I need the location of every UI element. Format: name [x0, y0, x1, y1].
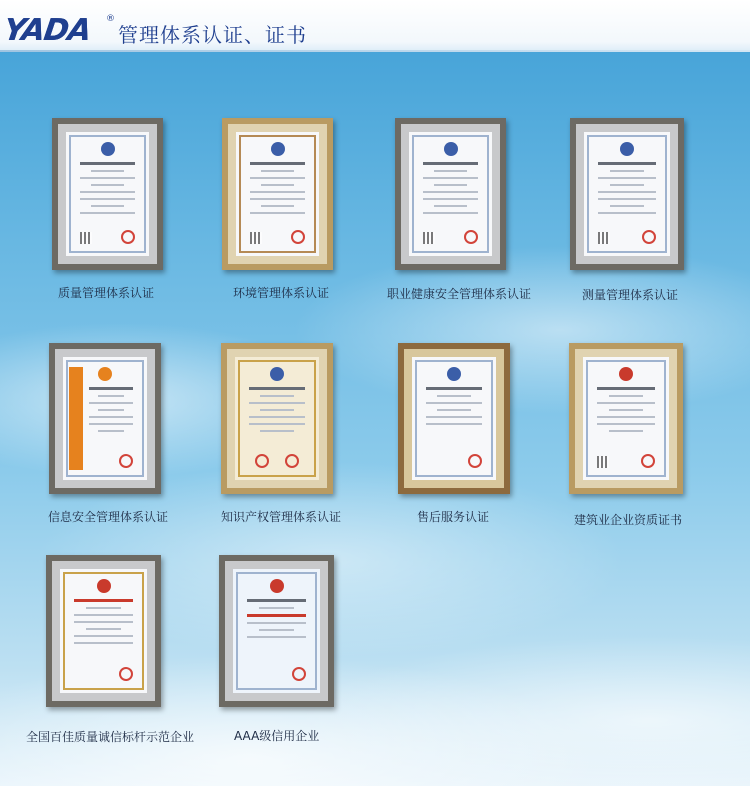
certificate-frame: [52, 118, 163, 270]
certificate-caption: 售后服务认证: [417, 510, 490, 524]
certificate-caption: 质量管理体系认证: [58, 286, 155, 300]
certificate-frame: [222, 118, 333, 270]
certificate-frame: [219, 555, 334, 707]
certificate-caption: 建筑业企业资质证书: [574, 513, 683, 527]
certificate-frame: [46, 555, 161, 707]
page-header: [0, 0, 750, 52]
certificate-frame: [398, 343, 510, 494]
certificate-frame: [569, 343, 683, 494]
certificate-caption: 信息安全管理体系认证: [48, 510, 169, 524]
certificate-frame: [221, 343, 333, 494]
certificate-caption: AAA级信用企业: [234, 729, 320, 743]
certificate-caption: 测量管理体系认证: [582, 288, 679, 302]
certificate-caption: 环境管理体系认证: [233, 286, 330, 300]
certificate-caption: 全国百佳质量诚信标杆示范企业: [26, 730, 195, 744]
certificate-caption: 职业健康安全管理体系认证: [387, 287, 532, 301]
certificate-frame: [49, 343, 161, 494]
certificate-frame: [570, 118, 684, 270]
yada-logo: YADA: [1, 13, 93, 48]
page-title: 管理体系认证、证书: [118, 23, 307, 47]
certificate-frame: [395, 118, 506, 270]
header-divider: [0, 50, 750, 52]
registered-mark: ®: [106, 14, 115, 24]
certificate-caption: 知识产权管理体系认证: [221, 510, 342, 524]
